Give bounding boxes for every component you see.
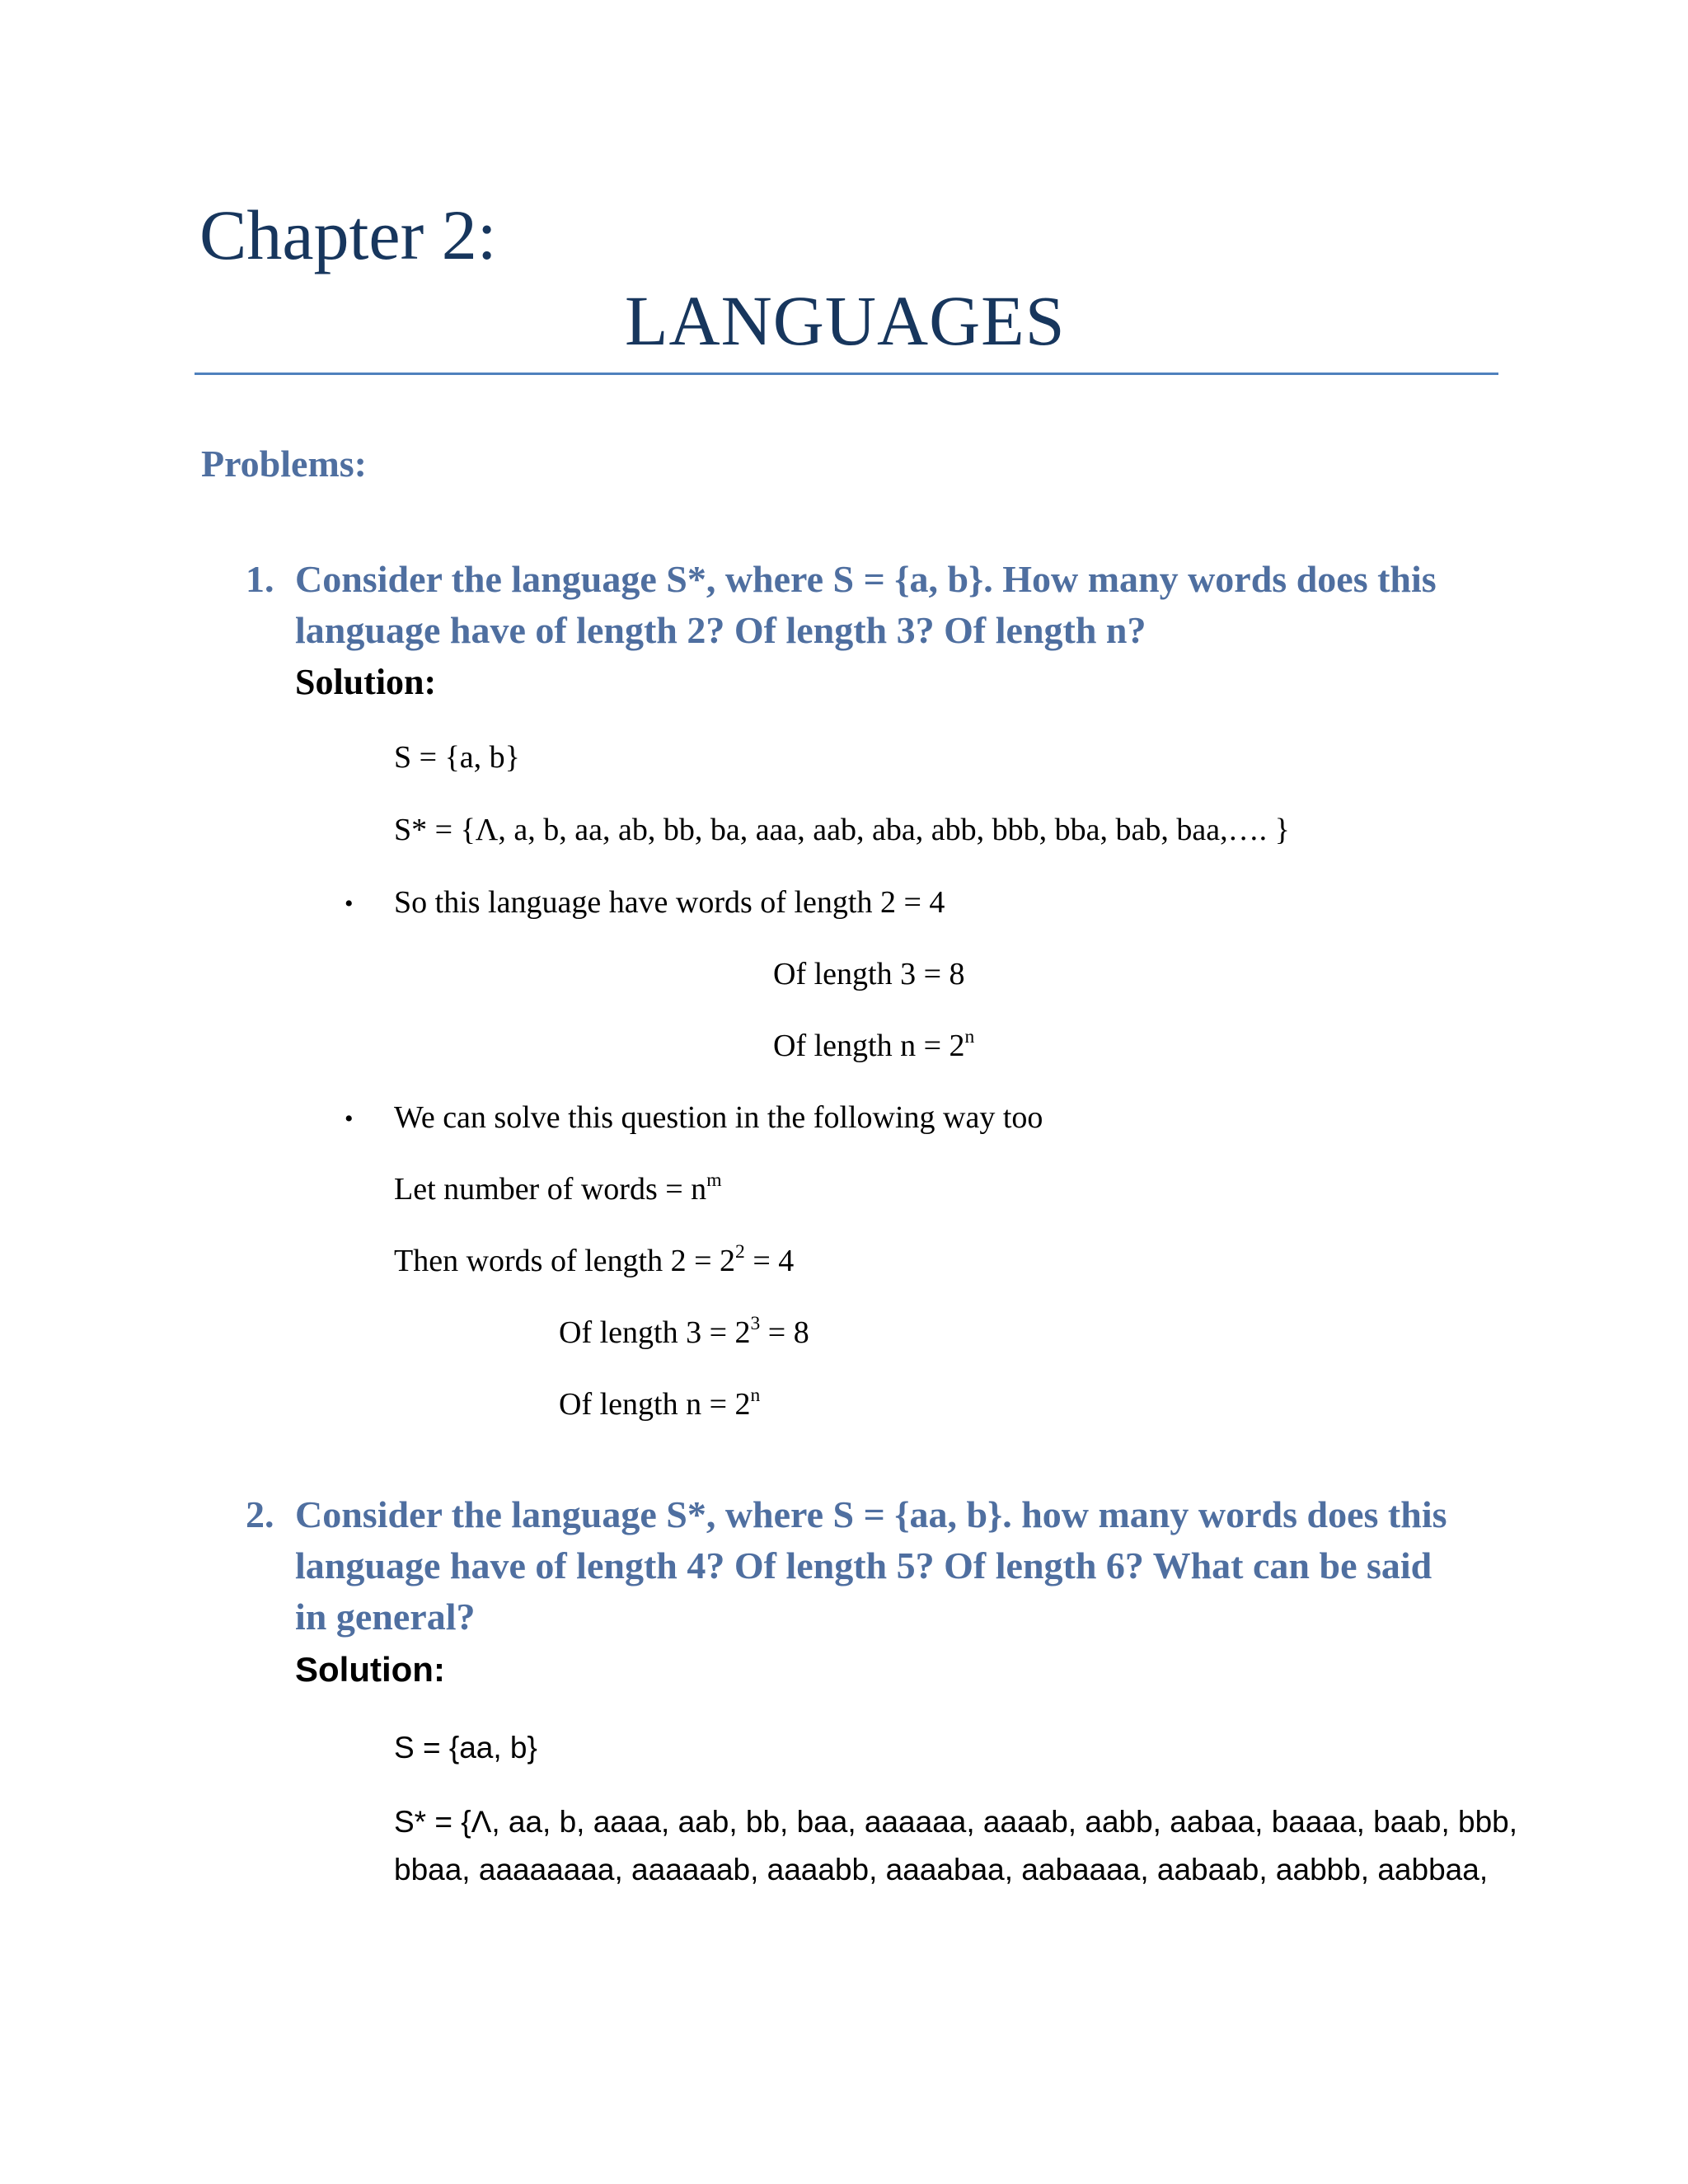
problem-2-question-line-1: Consider the language S*, where S = {aa, b}. how many words does this — [295, 1493, 1447, 1535]
then-base: Then words of length 2 = 2 — [394, 1244, 736, 1278]
altn-base: Of length n = 2 — [559, 1387, 751, 1422]
problem-1-question-line-1: Consider the language S*, where S = {a, b}. How many words does this — [295, 558, 1437, 600]
problem-2-solution-label: Solution: — [295, 1650, 445, 1689]
altn-exponent: n — [750, 1385, 761, 1406]
problem-1-alt-length-3 — [559, 1313, 809, 1350]
problem-1-let-number — [394, 1169, 722, 1207]
problem-1-length-3: Of length 3 = 8 — [773, 957, 965, 991]
alt3-result: = 8 — [760, 1315, 809, 1350]
problem-2-set-s: S = {aa, b} — [394, 1731, 537, 1765]
problem-1-number: 1. — [246, 558, 274, 600]
chapter-label: Chapter 2: — [199, 195, 497, 274]
let-exponent: m — [706, 1169, 722, 1191]
problem-1-bullet-2: We can solve this question in the following way too — [394, 1100, 1043, 1135]
problem-1-question-line-2: language have of length 2? Of length 3? Of length n? — [295, 609, 1146, 651]
then-exponent: 2 — [735, 1241, 745, 1263]
alt3-exponent: 3 — [750, 1313, 761, 1334]
problem-1-set-s: S = {a, b} — [394, 740, 520, 775]
bullet-icon: • — [345, 1105, 354, 1132]
section-title: Problems: — [201, 443, 368, 485]
let-base: Let number of words = n — [394, 1172, 707, 1207]
problem-1-solution-label: Solution: — [295, 662, 437, 702]
problem-2-number: 2. — [246, 1493, 274, 1535]
problem-2-set-s-star-line-1: S* = {Λ, aa, b, aaaa, aab, bb, baa, aaaaaa, aaaab, aabb, aabaa, baaaa, baab, bbb, — [394, 1805, 1518, 1839]
bullet-icon: • — [345, 890, 354, 917]
problem-2-set-s-star-line-2: bbaa, aaaaaaaa, aaaaaab, aaaabb, aaaabaa, aabaaaa, aabaab, aabbb, aabbaa, — [394, 1853, 1489, 1886]
problem-2-question-line-2: language have of length 4? Of length 5? Of length 6? What can be said — [295, 1544, 1432, 1586]
then-result: = 4 — [744, 1244, 795, 1278]
alt3-base: Of length 3 = 2 — [559, 1315, 751, 1350]
problem-2-question-line-3: in general? — [295, 1596, 476, 1638]
length-n-base: Of length n = 2 — [773, 1029, 965, 1063]
heading-divider — [195, 373, 1498, 375]
length-n-exponent: n — [964, 1026, 975, 1047]
problem-1-set-s-star: S* = {Λ, a, b, aa, ab, bb, ba, aaa, aab, aba, abb, bbb, bba, bab, baa,…. } — [394, 813, 1290, 847]
problem-1-alt-length-n — [559, 1385, 761, 1422]
problem-1-length-n — [773, 1026, 975, 1063]
problem-1-then-length-2 — [394, 1241, 795, 1278]
chapter-title: LANGUAGES — [625, 281, 1066, 360]
problem-1-bullet-1: So this language have words of length 2 = 4 — [394, 885, 945, 920]
